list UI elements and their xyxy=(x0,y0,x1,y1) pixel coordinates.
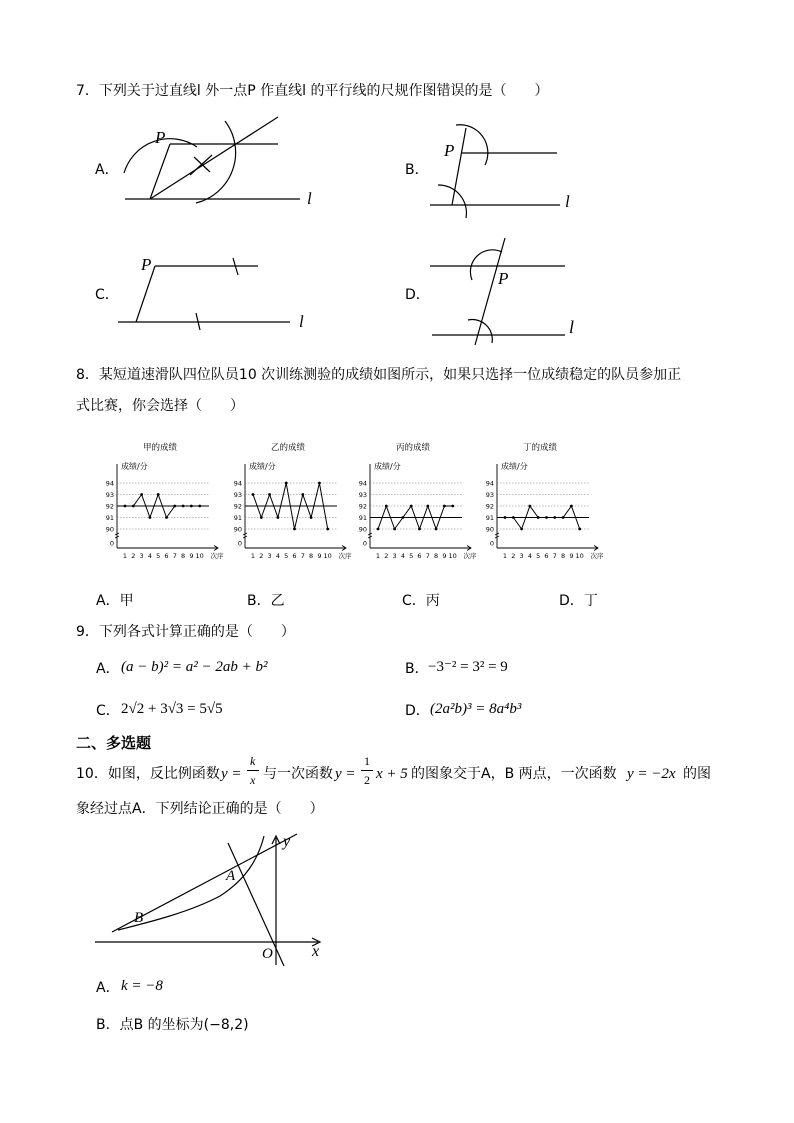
chart-xtick-4: 8 xyxy=(561,552,566,560)
chart-xtick-4: 6 xyxy=(544,552,549,560)
chart-ytick-2: 90 xyxy=(233,525,242,534)
chart-point-2 xyxy=(252,493,255,496)
chart-ytick-4: 94 xyxy=(485,479,494,488)
chart-ylabel-1: 成绩/分 xyxy=(121,462,148,471)
chart-ytick-1: 0 xyxy=(109,539,114,548)
q7a-point-label: P xyxy=(155,128,166,147)
q7-stem: 7．下列关于过直线l 外一点P 作直线l 的平行线的尺规作图错误的是（ ） xyxy=(76,83,549,99)
chart-point-2 xyxy=(285,482,288,485)
chart-ytick-1: 93 xyxy=(105,491,114,499)
q9-option-c-label: C． xyxy=(96,703,120,719)
chart-ytick-1: 90 xyxy=(105,525,114,534)
chart-xtick-4: 10 xyxy=(575,552,584,560)
chart-xtick-1: 8 xyxy=(181,552,186,560)
chart-point-4 xyxy=(578,528,581,531)
chart-xtick-4: 4 xyxy=(527,552,532,560)
chart-ytick-4: 91 xyxy=(485,514,494,522)
q7-option-a-label: A． xyxy=(95,162,119,178)
q7a-line-label: l xyxy=(307,189,312,208)
q10-y-axis-label: y xyxy=(283,833,291,850)
chart-point-2 xyxy=(277,516,280,519)
q7d-point-label: P xyxy=(498,269,509,288)
q10-option-a-label: A． xyxy=(96,980,120,996)
chart-ylabel-3: 成绩/分 xyxy=(374,462,401,471)
chart-xtick-4: 7 xyxy=(552,552,557,560)
chart-point-4 xyxy=(504,516,507,519)
chart-series-line-1 xyxy=(125,495,200,518)
chart-title-2: 乙的成绩 xyxy=(270,443,306,453)
chart-point-2 xyxy=(260,516,263,519)
chart-xtick-2: 10 xyxy=(323,552,332,560)
chart-series-line-2 xyxy=(253,483,328,529)
q10-f2-num: 1 xyxy=(364,754,370,768)
chart-point-1 xyxy=(157,493,160,496)
chart-point-3 xyxy=(385,505,388,508)
chart-point-3 xyxy=(435,528,438,531)
chart-xtick-2: 1 xyxy=(250,552,256,560)
chart-xtick-2: 9 xyxy=(317,552,322,560)
chart-xtick-2: 4 xyxy=(275,552,280,560)
chart-point-3 xyxy=(443,505,446,508)
q10-f3: y = −2x xyxy=(627,766,676,782)
q9-option-c-expr: 2√2 + 3√3 = 5√5 xyxy=(121,701,223,717)
chart-point-1 xyxy=(190,505,193,508)
chart-xlabel-4: 次序 xyxy=(590,552,604,560)
chart-ytick-2: 93 xyxy=(233,491,242,499)
chart-point-1 xyxy=(140,493,143,496)
chart-xtick-2: 2 xyxy=(259,552,264,560)
chart-point-2 xyxy=(293,528,296,531)
q7c-line-label: l xyxy=(299,312,304,331)
q10-f1: y = xyxy=(221,766,242,782)
chart-xlabel-1: 次序 xyxy=(210,552,224,560)
chart-point-2 xyxy=(318,482,321,485)
q10-stem-start: 10．如图，反比例函数 xyxy=(76,766,220,782)
chart-ytick-4: 93 xyxy=(485,491,494,499)
chart-point-3 xyxy=(451,505,454,508)
q9-option-d-label: D． xyxy=(405,703,430,719)
chart-xtick-1: 5 xyxy=(156,552,161,560)
q10-f1-bar xyxy=(247,770,259,771)
chart-xtick-3: 3 xyxy=(392,552,397,560)
chart-ytick-4: 90 xyxy=(485,525,494,534)
chart-2 xyxy=(234,442,352,560)
chart-xtick-1: 10 xyxy=(195,552,204,560)
q7-option-c-label: C． xyxy=(95,287,119,303)
chart-point-3 xyxy=(426,505,429,508)
chart-xtick-4: 3 xyxy=(519,552,524,560)
q8-option-c: C．丙 xyxy=(402,593,440,609)
chart-point-3 xyxy=(393,528,396,531)
chart-point-3 xyxy=(377,528,380,531)
q8-stem-line1: 8．某短道速滑队四位队员10 次训练测验的成绩如图所示，如果只选择一位成绩稳定的队员参加正 xyxy=(76,367,682,383)
q7-option-b-label: B． xyxy=(405,162,429,178)
chart-ytick-1: 94 xyxy=(105,479,114,488)
chart-xtick-4: 9 xyxy=(569,552,574,560)
q9-option-a-expr: (a − b)² = a² − 2ab + b² xyxy=(121,659,268,675)
chart-point-1 xyxy=(124,505,127,508)
chart-ytick-2: 92 xyxy=(233,502,242,511)
q10-f2-bar xyxy=(361,770,373,771)
chart-xtick-3: 1 xyxy=(375,552,381,560)
q9-stem: 9．下列各式计算正确的是（ ） xyxy=(76,624,295,640)
chart-point-2 xyxy=(268,493,271,496)
chart-xtick-3: 6 xyxy=(417,552,422,560)
chart-xtick-3: 5 xyxy=(409,552,414,560)
chart-point-2 xyxy=(310,516,313,519)
q10-f2-den: 2 xyxy=(364,773,370,787)
chart-ytick-3: 94 xyxy=(358,479,367,488)
chart-xtick-1: 3 xyxy=(139,552,144,560)
chart-ytick-2: 94 xyxy=(233,479,242,488)
chart-xlabel-3: 次序 xyxy=(463,552,477,560)
chart-point-4 xyxy=(537,516,540,519)
chart-series-line-3 xyxy=(378,506,453,529)
chart-xtick-2: 5 xyxy=(284,552,289,560)
q9-option-b-expr: −3⁻² = 3² = 9 xyxy=(428,659,508,675)
chart-xtick-3: 10 xyxy=(448,552,457,560)
chart-3 xyxy=(359,442,477,560)
chart-point-4 xyxy=(512,516,515,519)
chart-ylabel-4: 成绩/分 xyxy=(501,462,528,471)
chart-ytick-1: 92 xyxy=(105,502,114,511)
chart-xtick-1: 7 xyxy=(172,552,177,560)
q9-option-a-label: A． xyxy=(96,661,120,677)
chart-ytick-3: 92 xyxy=(358,502,367,511)
q9-option-d-expr: (2a²b)³ = 8a⁴b³ xyxy=(430,701,522,717)
q10-point-a-label: A xyxy=(226,868,236,884)
q10-option-a-expr: k = −8 xyxy=(121,978,163,994)
q10-f2: y = xyxy=(335,766,356,782)
chart-xtick-2: 8 xyxy=(309,552,314,560)
chart-xtick-3: 7 xyxy=(425,552,430,560)
q10-f2-tail: x + 5 xyxy=(376,766,408,782)
chart-point-1 xyxy=(165,516,168,519)
chart-ytick-1: 91 xyxy=(105,514,114,522)
q8-option-d: D．丁 xyxy=(559,593,598,609)
chart-xtick-1: 1 xyxy=(122,552,128,560)
chart-point-2 xyxy=(326,528,329,531)
chart-ytick-4: 0 xyxy=(489,539,494,548)
chart-series-line-4 xyxy=(505,506,580,529)
chart-1 xyxy=(106,442,224,560)
chart-xtick-4: 2 xyxy=(511,552,516,560)
chart-point-1 xyxy=(149,516,152,519)
chart-ylabel-2: 成绩/分 xyxy=(249,462,276,471)
chart-point-3 xyxy=(418,528,421,531)
chart-xtick-1: 2 xyxy=(131,552,136,560)
q10-stem-mid2: 的图象交于A，B 两点，一次函数 xyxy=(411,766,617,782)
chart-ytick-2: 0 xyxy=(237,539,242,548)
chart-xtick-4: 1 xyxy=(502,552,508,560)
chart-xtick-2: 3 xyxy=(267,552,272,560)
q10-f1-num: k xyxy=(250,754,256,768)
q10-origin-label: O xyxy=(262,946,273,962)
chart-xtick-3: 4 xyxy=(400,552,405,560)
chart-ytick-4: 92 xyxy=(485,502,494,511)
chart-point-1 xyxy=(173,505,176,508)
q10-f1-den: x xyxy=(250,773,256,787)
chart-4 xyxy=(486,442,604,560)
chart-xtick-3: 8 xyxy=(434,552,439,560)
chart-title-4: 丁的成绩 xyxy=(522,443,558,453)
chart-point-4 xyxy=(562,516,565,519)
chart-ytick-3: 90 xyxy=(358,525,367,534)
chart-point-1 xyxy=(132,505,135,508)
chart-point-4 xyxy=(529,505,532,508)
q10-x-axis-label: x xyxy=(312,943,320,960)
q9-option-b-label: B． xyxy=(405,661,429,677)
q8-option-a: A．甲 xyxy=(96,593,134,609)
chart-ytick-3: 0 xyxy=(362,539,367,548)
q10-point-b-label: B xyxy=(134,910,144,926)
chart-point-1 xyxy=(182,505,185,508)
chart-point-3 xyxy=(410,505,413,508)
chart-title-3: 丙的成绩 xyxy=(395,443,431,453)
chart-xtick-1: 4 xyxy=(147,552,152,560)
chart-point-1 xyxy=(198,505,201,508)
chart-title-1: 甲的成绩 xyxy=(142,443,178,453)
chart-point-3 xyxy=(402,516,405,519)
chart-point-4 xyxy=(545,516,548,519)
chart-xtick-2: 6 xyxy=(292,552,297,560)
section-heading: 二、多选题 xyxy=(76,734,152,752)
q7c-point-label: P xyxy=(141,255,152,274)
chart-xtick-4: 5 xyxy=(536,552,541,560)
chart-point-4 xyxy=(520,528,523,531)
q7-option-d-label: D． xyxy=(405,287,430,303)
q10-stem-mid1: 与一次函数 xyxy=(263,766,333,782)
chart-xlabel-2: 次序 xyxy=(338,552,352,560)
chart-xtick-3: 2 xyxy=(384,552,389,560)
q7b-line-label: l xyxy=(565,192,570,211)
q8-stem-line2: 式比赛，你会选择（ ） xyxy=(76,398,244,414)
chart-ytick-3: 93 xyxy=(358,491,367,499)
chart-ytick-2: 91 xyxy=(233,514,242,522)
chart-xtick-1: 9 xyxy=(189,552,194,560)
q10-option-b: B．点B 的坐标为(−8,2) xyxy=(96,1017,249,1033)
chart-point-4 xyxy=(553,516,556,519)
chart-xtick-2: 7 xyxy=(300,552,305,560)
chart-point-2 xyxy=(301,493,304,496)
chart-point-4 xyxy=(570,505,573,508)
chart-xtick-3: 9 xyxy=(442,552,447,560)
chart-ytick-3: 91 xyxy=(358,514,367,522)
q7d-line-label: l xyxy=(569,317,575,337)
chart-xtick-1: 6 xyxy=(164,552,169,560)
q7b-point-label: P xyxy=(444,141,455,160)
q10-stem-tail: 的图 xyxy=(683,766,711,782)
q8-option-b: B．乙 xyxy=(247,593,285,609)
q10-stem-line2: 象经过点A．下列结论正确的是（ ） xyxy=(76,801,324,817)
